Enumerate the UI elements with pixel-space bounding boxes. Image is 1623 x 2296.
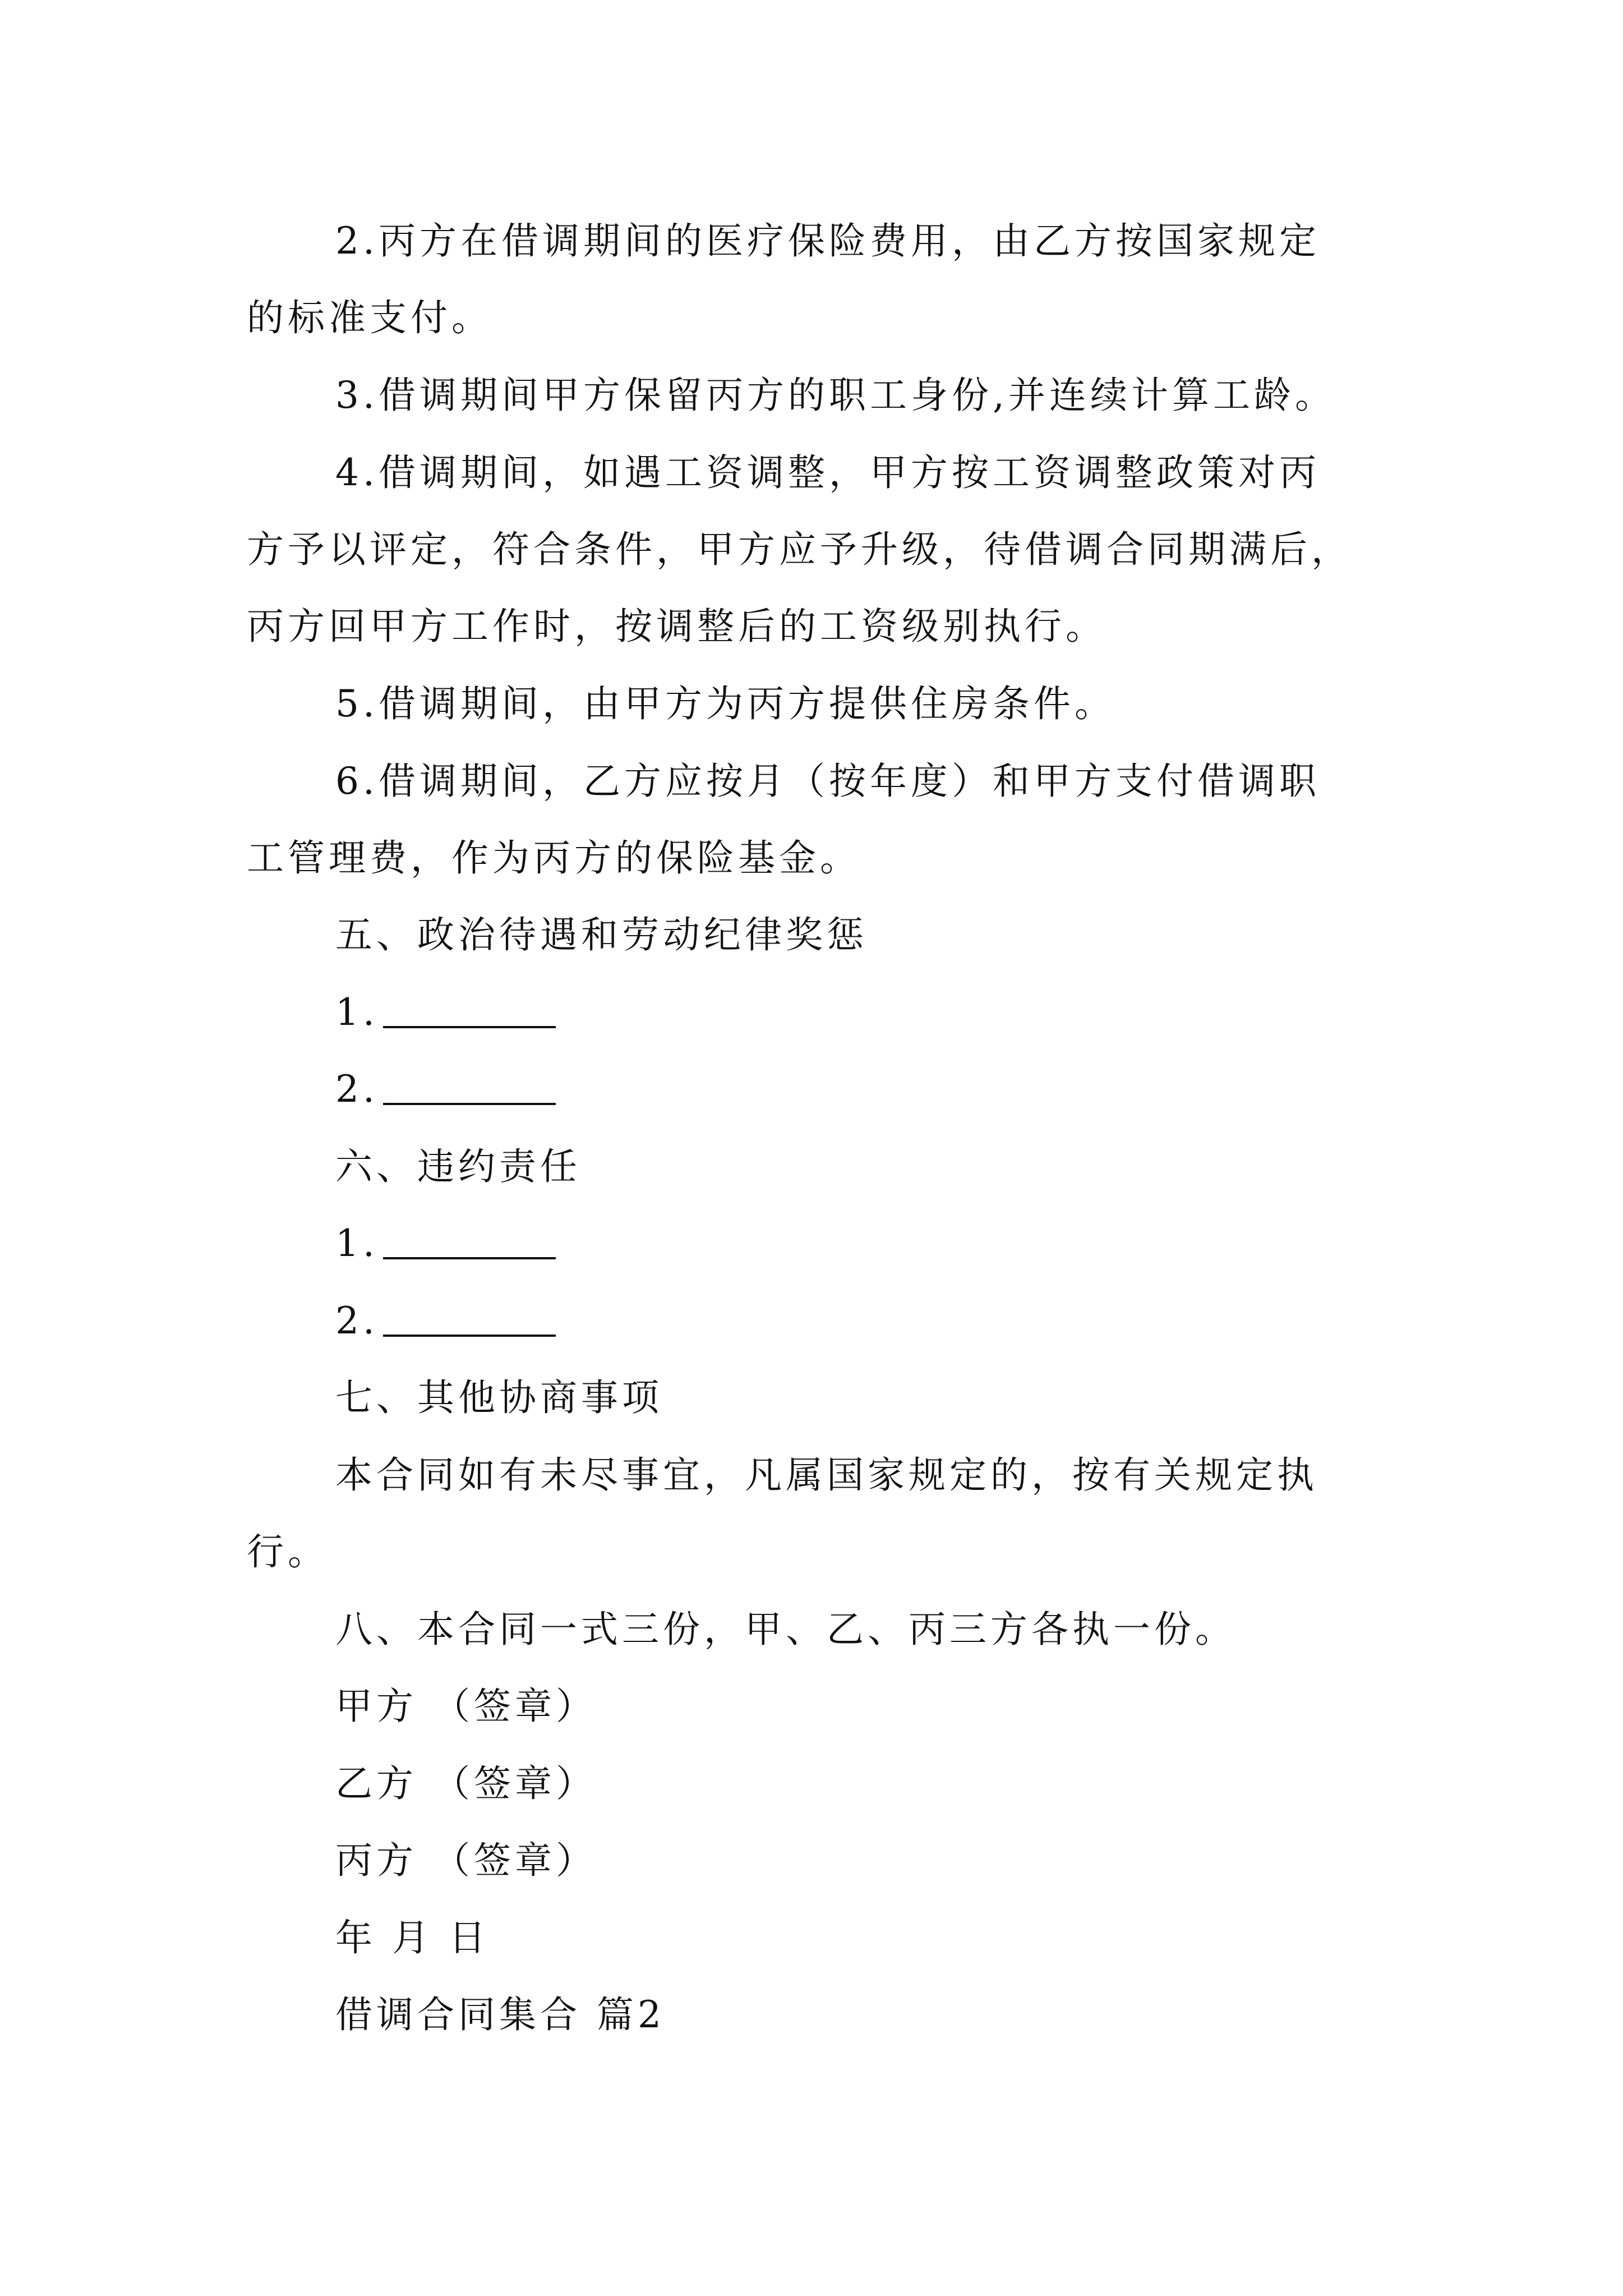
- blank-item: [335, 987, 556, 1038]
- item-number: 1.: [335, 1222, 379, 1265]
- item-number: 1.: [335, 991, 379, 1034]
- paragraph-line: 工管理费，作为丙方的保险基金。: [247, 836, 861, 880]
- item-number: 2.: [335, 1299, 379, 1342]
- paragraph-line: 6.借调期间，乙方应按月（按年度）和甲方支付借调职: [335, 760, 1320, 803]
- signature-line: 乙方 （签章）: [335, 1762, 597, 1805]
- next-section-title: 借调合同集合 篇2: [335, 1993, 665, 2036]
- paragraph-line: 的标准支付。: [247, 296, 492, 339]
- section-heading: 七、其他协商事项: [335, 1376, 663, 1419]
- paragraph-line: 2.丙方在借调期间的医疗保险费用，由乙方按国家规定: [335, 219, 1320, 263]
- paragraph-line: 5.借调期间，由甲方为丙方提供住房条件。: [335, 682, 1115, 725]
- section-heading: 八、本合同一式三份，甲、乙、丙三方各执一份。: [335, 1608, 1236, 1651]
- blank-item: [335, 1218, 556, 1269]
- paragraph-line: 丙方回甲方工作时，按调整后的工资级别执行。: [247, 605, 1106, 648]
- paragraph-line: 行。: [247, 1530, 329, 1573]
- blank-item: [335, 1064, 556, 1115]
- fill-in-blank: [383, 1103, 556, 1105]
- section-heading: 五、政治待遇和劳动纪律奖惩: [335, 913, 868, 956]
- date-line: 年 月 日: [335, 1916, 490, 1959]
- item-number: 2.: [335, 1068, 379, 1111]
- paragraph-line: 方予以评定，符合条件，甲方应予升级，待借调合同期满后，: [247, 528, 1352, 571]
- fill-in-blank: [383, 1335, 556, 1337]
- paragraph-line: 4.借调期间，如遇工资调整，甲方按工资调整政策对丙: [335, 451, 1320, 494]
- blank-item: [335, 1296, 556, 1346]
- signature-line: 甲方 （签章）: [335, 1685, 597, 1728]
- fill-in-blank: [383, 1257, 556, 1259]
- signature-line: 丙方 （签章）: [335, 1839, 597, 1882]
- paragraph-line: 本合同如有未尽事宜，凡属国家规定的，按有关规定执: [335, 1453, 1318, 1497]
- paragraph-line: 3.借调期间甲方保留丙方的职工身份,并连续计算工龄。: [335, 374, 1336, 417]
- fill-in-blank: [383, 1026, 556, 1028]
- section-heading: 六、违约责任: [335, 1145, 581, 1188]
